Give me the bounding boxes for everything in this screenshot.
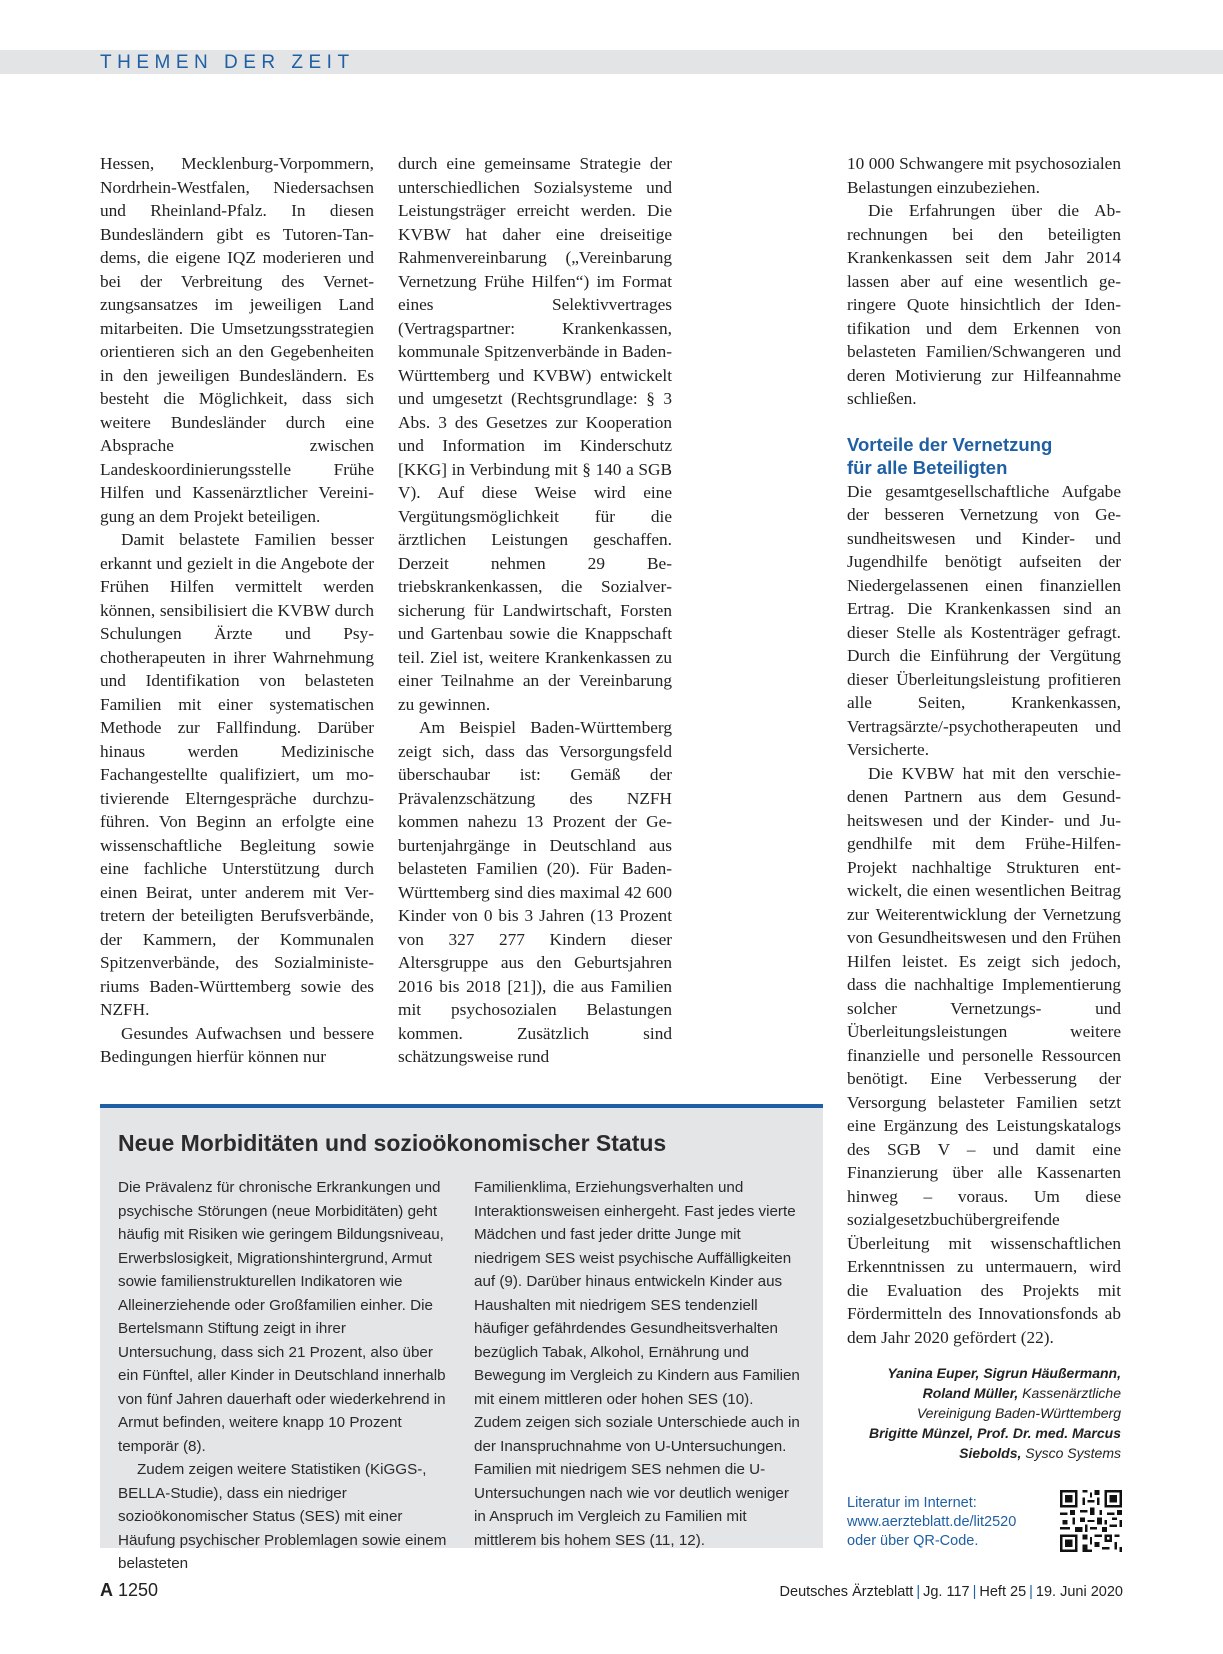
journal-footer [780,1584,1123,1600]
author-names: Roland Müller, [922,1385,1019,1401]
paragraph: Die Prävalenz für chronische Erkrankungen und psychische Störungen (neue Morbiditäten) geht häufig mit Risiken wie geringem Bildungsniveau, Erwerbslosigkeit, Migrationshintergrund, Armut sowie familienstrukturellen Indikatoren wie Alleinerziehende oder Großfamilien einher. Die Bertelsmann Stiftung zeigt in ihrer Untersuchung, dass sich 21 Prozent, also über ein Fünftel, aller Kinder in Deutschland innerhalb von fünf Jahren dauerhaft oder wiederkehrend in Armut befinden, weitere knapp 10 Prozent temporär (8). [118,1179,446,1455]
paragraph: Die Erfahrungen über die Abrechnungen bei den beteiligten Krankenkassen seit dem Jahr 2014 lassen aber auf eine wesentlich geringere Quote hinsichtlich der Identifikation und dem Erkennen von belasteten Familien/Schwangeren und deren Motivierung zur Hilfeannahme schließen. [847,201,1121,408]
column-1 [100,152,374,1069]
separator: | [916,1584,921,1600]
column-3 [847,152,1121,1463]
paragraph: durch eine gemeinsame Strategie der unterschiedlichen Sozialsysteme und Leistungsträger erreicht werden. Die KVBW hat daher eine dreiseitige Rahmenvereinbarung („Vereinbarung Vernetzung Frühe Hilfen“) im Format eines Selektivvertrages (Vertragspartner: Krankenkassen, kommunale Spitzenverbände in Baden-Württemberg und KVBW) entwickelt und umgesetzt (Rechtsgrundlage: § 3 Abs. 3 des Gesetzes zur Kooperation und Information im Kinderschutz [KKG] in Verbindung mit § 140 a SGB V). Auf diese Weise wird eine Vergütungsmöglichkeit für die ärztlichen Leistungen geschaffen. Derzeit nehmen 29 Betriebskrankenkassen, die Sozialversicherung für Landwirtschaft, Forsten und Gartenbau sowie die Knappschaft teil. Ziel ist, weitere Krankenkassen zu einer Teilnahme an der Vereinbarung zu gewinnen. [398,154,672,714]
info-box [100,1104,823,1572]
literature-note [847,1494,1016,1551]
paragraph: Die gesamtgesellschaftliche Aufgabe der besseren Vernetzung von Gesundheitswesen und Kinder- und Jugendhilfe benötigt aufseiten der Niedergelassenen einen finanziellen Ertrag. Die Krankenkassen sind an dieser Stelle als Kostenträger gefragt. Durch die Einführung der Vergütung dieser Überleitungsleistung profitieren alle Seiten, Krankenkassen, Vertragsärzte/-psychotherapeuten und Versicherte. [847,481,1121,759]
author-affiliation: Kassenärztliche Vereinigung Baden-Württemberg [916,1385,1121,1421]
author-credits [847,1363,1121,1463]
separator: | [972,1584,977,1600]
author-names: Yanina Euper, Sigrun Häußermann, [887,1365,1121,1381]
paragraph: Die KVBW hat mit den verschiedenen Partnern aus dem Gesundheitswesen und der Kinder- und Jugendhilfe mit dem Frühe-Hilfen-Projekt nachhaltige Strukturen entwickelt, die einen wesentlichen Beitrag zur Weiterentwicklung der Vernetzung von Gesundheitswesen und den Frühen Hilfen leistet. Es zeigt sich jedoch, dass die nachhaltige Implementierung solcher Vernetzungs- und Überleitungsleistungen weitere finanzielle und personelle Ressourcen benötigt. Eine Verbesserung der Versorgung belasteter Familien setzt eine Ergänzung des Leistungskatalogs des SGB V – und damit eine Finanzierung über alle Kassenarten hinweg – voraus. Um diese sozialgesetzbuchübergreifende Überleitung mit wissenschaftlichen Erkenntnissen zu untermauern, wird die Evaluation des Projekts mit Fördermitteln des Innovationsfonds ab dem Jahr 2020 gefördert (22). [847,763,1121,1347]
journal-name: Deutsches Ärzteblatt [779,1584,914,1600]
paragraph: Familienklima, Erziehungsverhalten und Interaktionsweisen einhergeht. Fast jedes vierte Mädchen und fast jeder dritte Junge mit niedrigem SES weist psychische Auffälligkeiten auf (9). Darüber hinaus entwickeln Kinder aus Haushalten mit niedrigem SES tendenziell häufiger gefährdendes Gesundheitsverhalten bezüglich Tabak, Alkohol, Ernährung und Bewegung im Vergleich zu Kindern aus Familien mit einem mittleren oder hohen SES (10). Zudem zeigen sich soziale Unterschiede auch in der Inanspruchnahme von U-Untersuchungen. Familien mit niedrigem SES nehmen die U-Untersuchungen nach wie vor deutlich weniger in Anspruch im Vergleich zu Familien mit mittlerem bis hohem SES (11, 12). [474,1179,800,1549]
subheading [847,433,1121,479]
page-number [100,1580,158,1601]
info-box-title: Neue Morbiditäten und sozioökonomischer Status [118,1130,667,1156]
paragraph: Zudem zeigen weitere Statistiken (KiGGS-, BELLA-Studie), dass ein niedriger sozioökonomischer Status (SES) mit einer Häufung psychischer Problemlagen sowie einem belasteten [118,1461,447,1572]
paragraph: Gesundes Aufwachsen und bessere Bedingungen hierfür können nur [100,1023,374,1066]
journal-volume: Jg. 117 [923,1584,970,1600]
literature-qr-hint: oder über QR-Code. [847,1533,979,1549]
page-number-value: 1250 [118,1580,159,1600]
paragraph: Damit belastete Familien besser erkannt und gezielt in die Angebote der Frühen Hilfen vermittelt werden können, sensibilisiert die KVBW durch Schulungen Ärzte und Psychotherapeuten in ihrer Wahrnehmung und Identifikation von belasteten Familien mit einer systematischen Methode zur Fallfindung. Darüber hinaus werden Medizinische Fachangestellte qualifiziert, um motivierende Elterngespräche durchzuführen. Von Beginn an erfolgte eine wissenschaftliche Begleitung sowie eine fachliche Unterstützung durch einen Beirat, unter anderem mit Vertretern der beteiligten Berufsverbände, der Kammern, der Kommunalen Spitzenverbände, des Sozialministeriums Baden-Württemberg sowie des NZFH. [100,530,374,1019]
section-header-bar [0,50,1223,74]
info-box-column-2 [474,1176,804,1552]
paragraph: Am Beispiel Baden-Württemberg zeigt sich, dass das Versorgungsfeld überschaubar ist: Gemäß der Prävalenzschätzung des NZFH kommen nahezu 13 Prozent der Geburtenjahrgänge in Deutschland aus belasteten Familien (20). Für Baden-Württemberg sind dies maximal 42 600 Kinder von 0 bis 3 Jahren (13 Prozent von 327 277 Kindern dieser Altersgruppe aus den Geburtsjahren 2016 bis 2018 [21]), die aus Familien mit psychosozialen Belastungen kommen. Zusätzlich sind schätzungsweise rund [398,718,672,1066]
page-prefix: A [100,1580,113,1600]
literature-label: Literatur im Internet: [847,1495,977,1511]
subheading-line-2: für alle Beteiligten [847,456,1008,478]
journal-date: 19. Juni 2020 [1035,1584,1123,1600]
section-title: THEMEN DER ZEIT [100,52,355,73]
paragraph: 10 000 Schwangere mit psychosozialen Belastungen einzubeziehen. [847,154,1121,197]
separator: | [1029,1584,1033,1600]
journal-issue: Heft 25 [979,1584,1027,1600]
author-names: Brigitte Münzel, Prof. Dr. med. Marcus Siebolds, [868,1425,1121,1461]
literature-link[interactable]: www.aerzteblatt.de/lit2520 [847,1514,1017,1530]
subheading-line-1: Vorteile der Vernetzung [847,433,1053,455]
info-box-column-1 [118,1176,448,1576]
author-affiliation: Sysco Systems [1021,1445,1121,1461]
paragraph: Hessen, Mecklenburg-Vorpommern, Nordrhein-Westfalen, Niedersachsen und Rheinland-Pfalz. In diesen Bundesländern gibt es Tutoren-Tandems, die eigene IQZ moderieren und bei der Verbreitung des Vernetzungsansatzes im jeweiligen Land mitarbeiten. Die Umsetzungsstrategien orientieren sich an den Gegebenheiten in den jeweiligen Bundesländern. Es besteht die Möglichkeit, dass sich weitere Bundesländer durch eine Absprache zwischen Landeskoordinierungsstelle Frühe Hilfen und Kassenärztlicher Vereinigung an dem Projekt beteiligen. [100,154,374,526]
qr-code-icon[interactable] [1060,1490,1122,1552]
column-2 [398,152,672,1069]
